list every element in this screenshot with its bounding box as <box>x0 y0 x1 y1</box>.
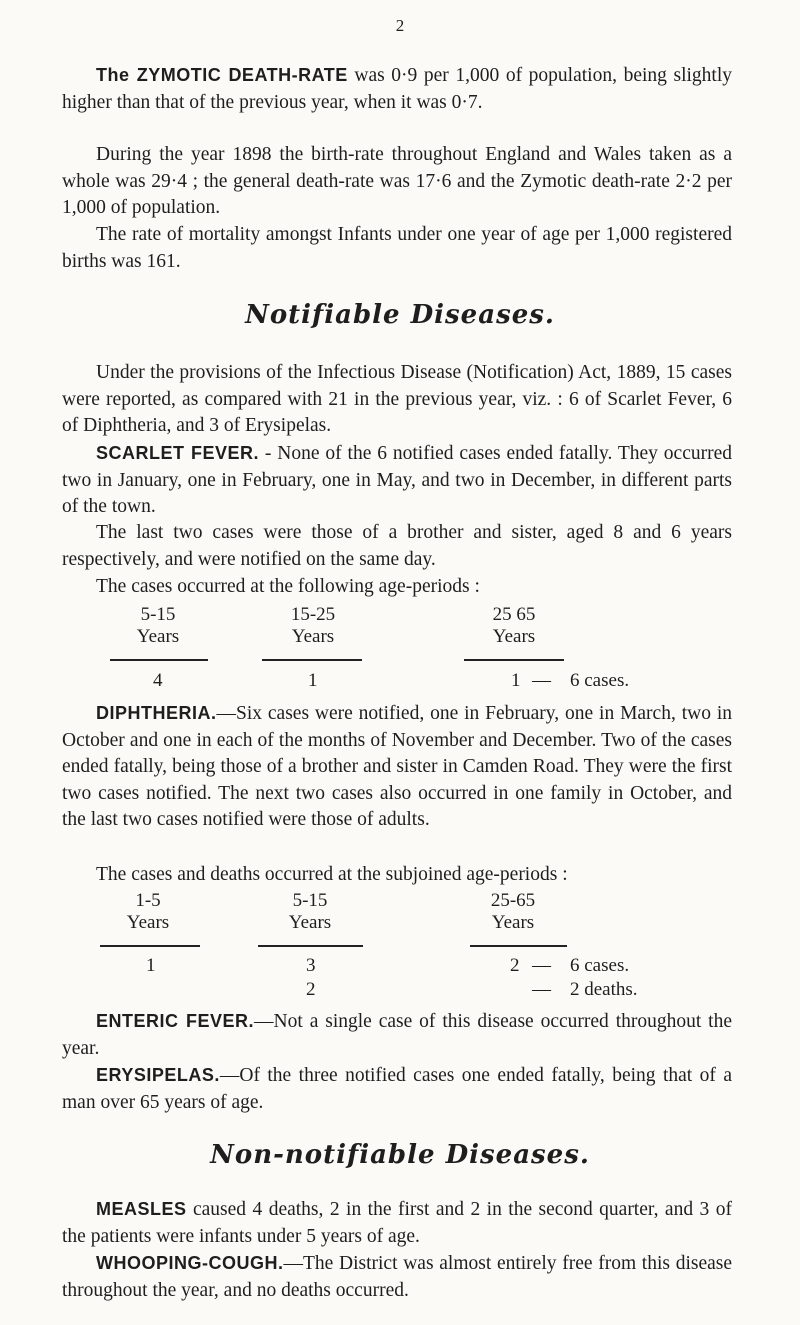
diphtheria-body: —Six cases were notified, one in February, one in March, two in October and one in each of the months of November and December. Two of the cases ended fatally, being those of a brother and sister in Camden Road. They were the first two cases notified. The next two cases also occurred in one family in October, and the last two cases notified were those of adults. <box>62 703 732 830</box>
notification-act-paragraph: Under the provisions of the Infectious Disease (Notification) Act, 1889, 15 cases were reported, as compared with 21 in the previous year, viz. : 6 of Scarlet Fever, 6 of Diphtheria, and 3 of Erysipelas. <box>62 362 732 436</box>
diphtheria-col-header: 25-65 Years <box>490 890 536 933</box>
diphtheria-paragraph <box>62 700 732 834</box>
diphtheria-case-value: 1 <box>146 955 156 976</box>
scarlet-dash: — <box>532 670 551 691</box>
whooping-cough-body: —The District was almost entirely free from this disease throughout the year, and no deaths occurred. <box>62 1253 732 1301</box>
scarlet-fever-paragraph <box>62 440 732 521</box>
enteric-fever-body: —Not a single case of this disease occurred throughout the year. <box>62 1011 732 1059</box>
table-rule <box>100 945 200 947</box>
scarlet-col-header: 5-15 Years <box>136 604 180 647</box>
measles-heading: MEASLES <box>96 1199 187 1219</box>
measles-body: caused 4 deaths, 2 in the first and 2 in the second quarter, and 3 of the patients were infants under 5 years of age. <box>62 1199 732 1247</box>
scarlet-value: 1 <box>511 670 521 691</box>
whooping-cough-paragraph <box>62 1250 732 1304</box>
diphtheria-dash: — <box>532 979 551 1000</box>
table-rule <box>470 945 567 947</box>
scarlet-age-table <box>0 604 800 664</box>
diphtheria-death-value: 2 <box>306 979 316 1000</box>
table-rule <box>262 659 362 661</box>
measles-paragraph <box>62 1196 732 1250</box>
non-notifiable-diseases-heading: Non-notifiable Diseases. <box>210 1140 590 1170</box>
birth-rate-paragraph: During the year 1898 the birth-rate throughout England and Wales taken as a whole was 29·4 ; the general death-rate was 17·6 and the Zymotic death-rate 2·2 per 1,000 of population. <box>62 144 732 218</box>
diphtheria-deaths-total: 2 deaths. <box>570 979 638 1000</box>
diphtheria-age-periods-intro: The cases and deaths occurred at the subjoined age-periods : <box>96 864 568 885</box>
diphtheria-heading: DIPHTHERIA. <box>96 703 217 723</box>
scarlet-fever-body: - None of the 6 notified cases ended fatally. They occurred two in January, one in February, one in May, and two in December, in different parts of the town. <box>62 443 733 517</box>
zymotic-heading: The ZYMOTIC DEATH-RATE <box>96 65 348 85</box>
scarlet-value: 1 <box>308 670 318 691</box>
diphtheria-dash: — <box>532 955 551 976</box>
erysipelas-heading: ERYSIPELAS. <box>96 1065 220 1085</box>
zymotic-body: was 0·9 per 1,000 of population, being slightly higher than that of the previous year, when it was 0·7. <box>62 65 732 113</box>
infant-mortality-paragraph: The rate of mortality amongst Infants under one year of age per 1,000 registered births was 161. <box>62 224 732 272</box>
diphtheria-age-table <box>0 890 800 950</box>
scarlet-col-header: 15-25 Years <box>290 604 336 647</box>
enteric-fever-paragraph <box>62 1008 732 1062</box>
diphtheria-case-value: 2 <box>510 955 520 976</box>
zymotic-paragraph <box>62 62 732 116</box>
diphtheria-cases-total: 6 cases. <box>570 955 630 976</box>
erysipelas-paragraph <box>62 1062 732 1116</box>
erysipelas-body: —Of the three notified cases one ended fatally, being that of a man over 65 years of age. <box>62 1065 732 1113</box>
scarlet-brother-sister-paragraph: The last two cases were those of a brother and sister, aged 8 and 6 years respectively, and were notified on the same day. <box>62 522 732 570</box>
enteric-fever-heading: ENTERIC FEVER. <box>96 1011 255 1031</box>
scarlet-total: 6 cases. <box>570 670 630 691</box>
table-rule <box>110 659 208 661</box>
diphtheria-col-header: 5-15 Years <box>288 890 332 933</box>
whooping-cough-heading: WHOOPING-COUGH. <box>96 1253 284 1273</box>
scarlet-age-periods-intro: The cases occurred at the following age-periods : <box>96 576 480 597</box>
diphtheria-case-value: 3 <box>306 955 316 976</box>
scarlet-fever-heading: SCARLET FEVER. <box>96 443 260 463</box>
notifiable-diseases-heading: Notifiable Diseases. <box>245 300 555 330</box>
table-rule <box>464 659 564 661</box>
scarlet-value: 4 <box>153 670 163 691</box>
page-number: 2 <box>395 16 405 35</box>
scarlet-col-header: 25 65 Years <box>492 604 536 647</box>
diphtheria-col-header: 1-5 Years <box>126 890 170 933</box>
table-rule <box>258 945 363 947</box>
